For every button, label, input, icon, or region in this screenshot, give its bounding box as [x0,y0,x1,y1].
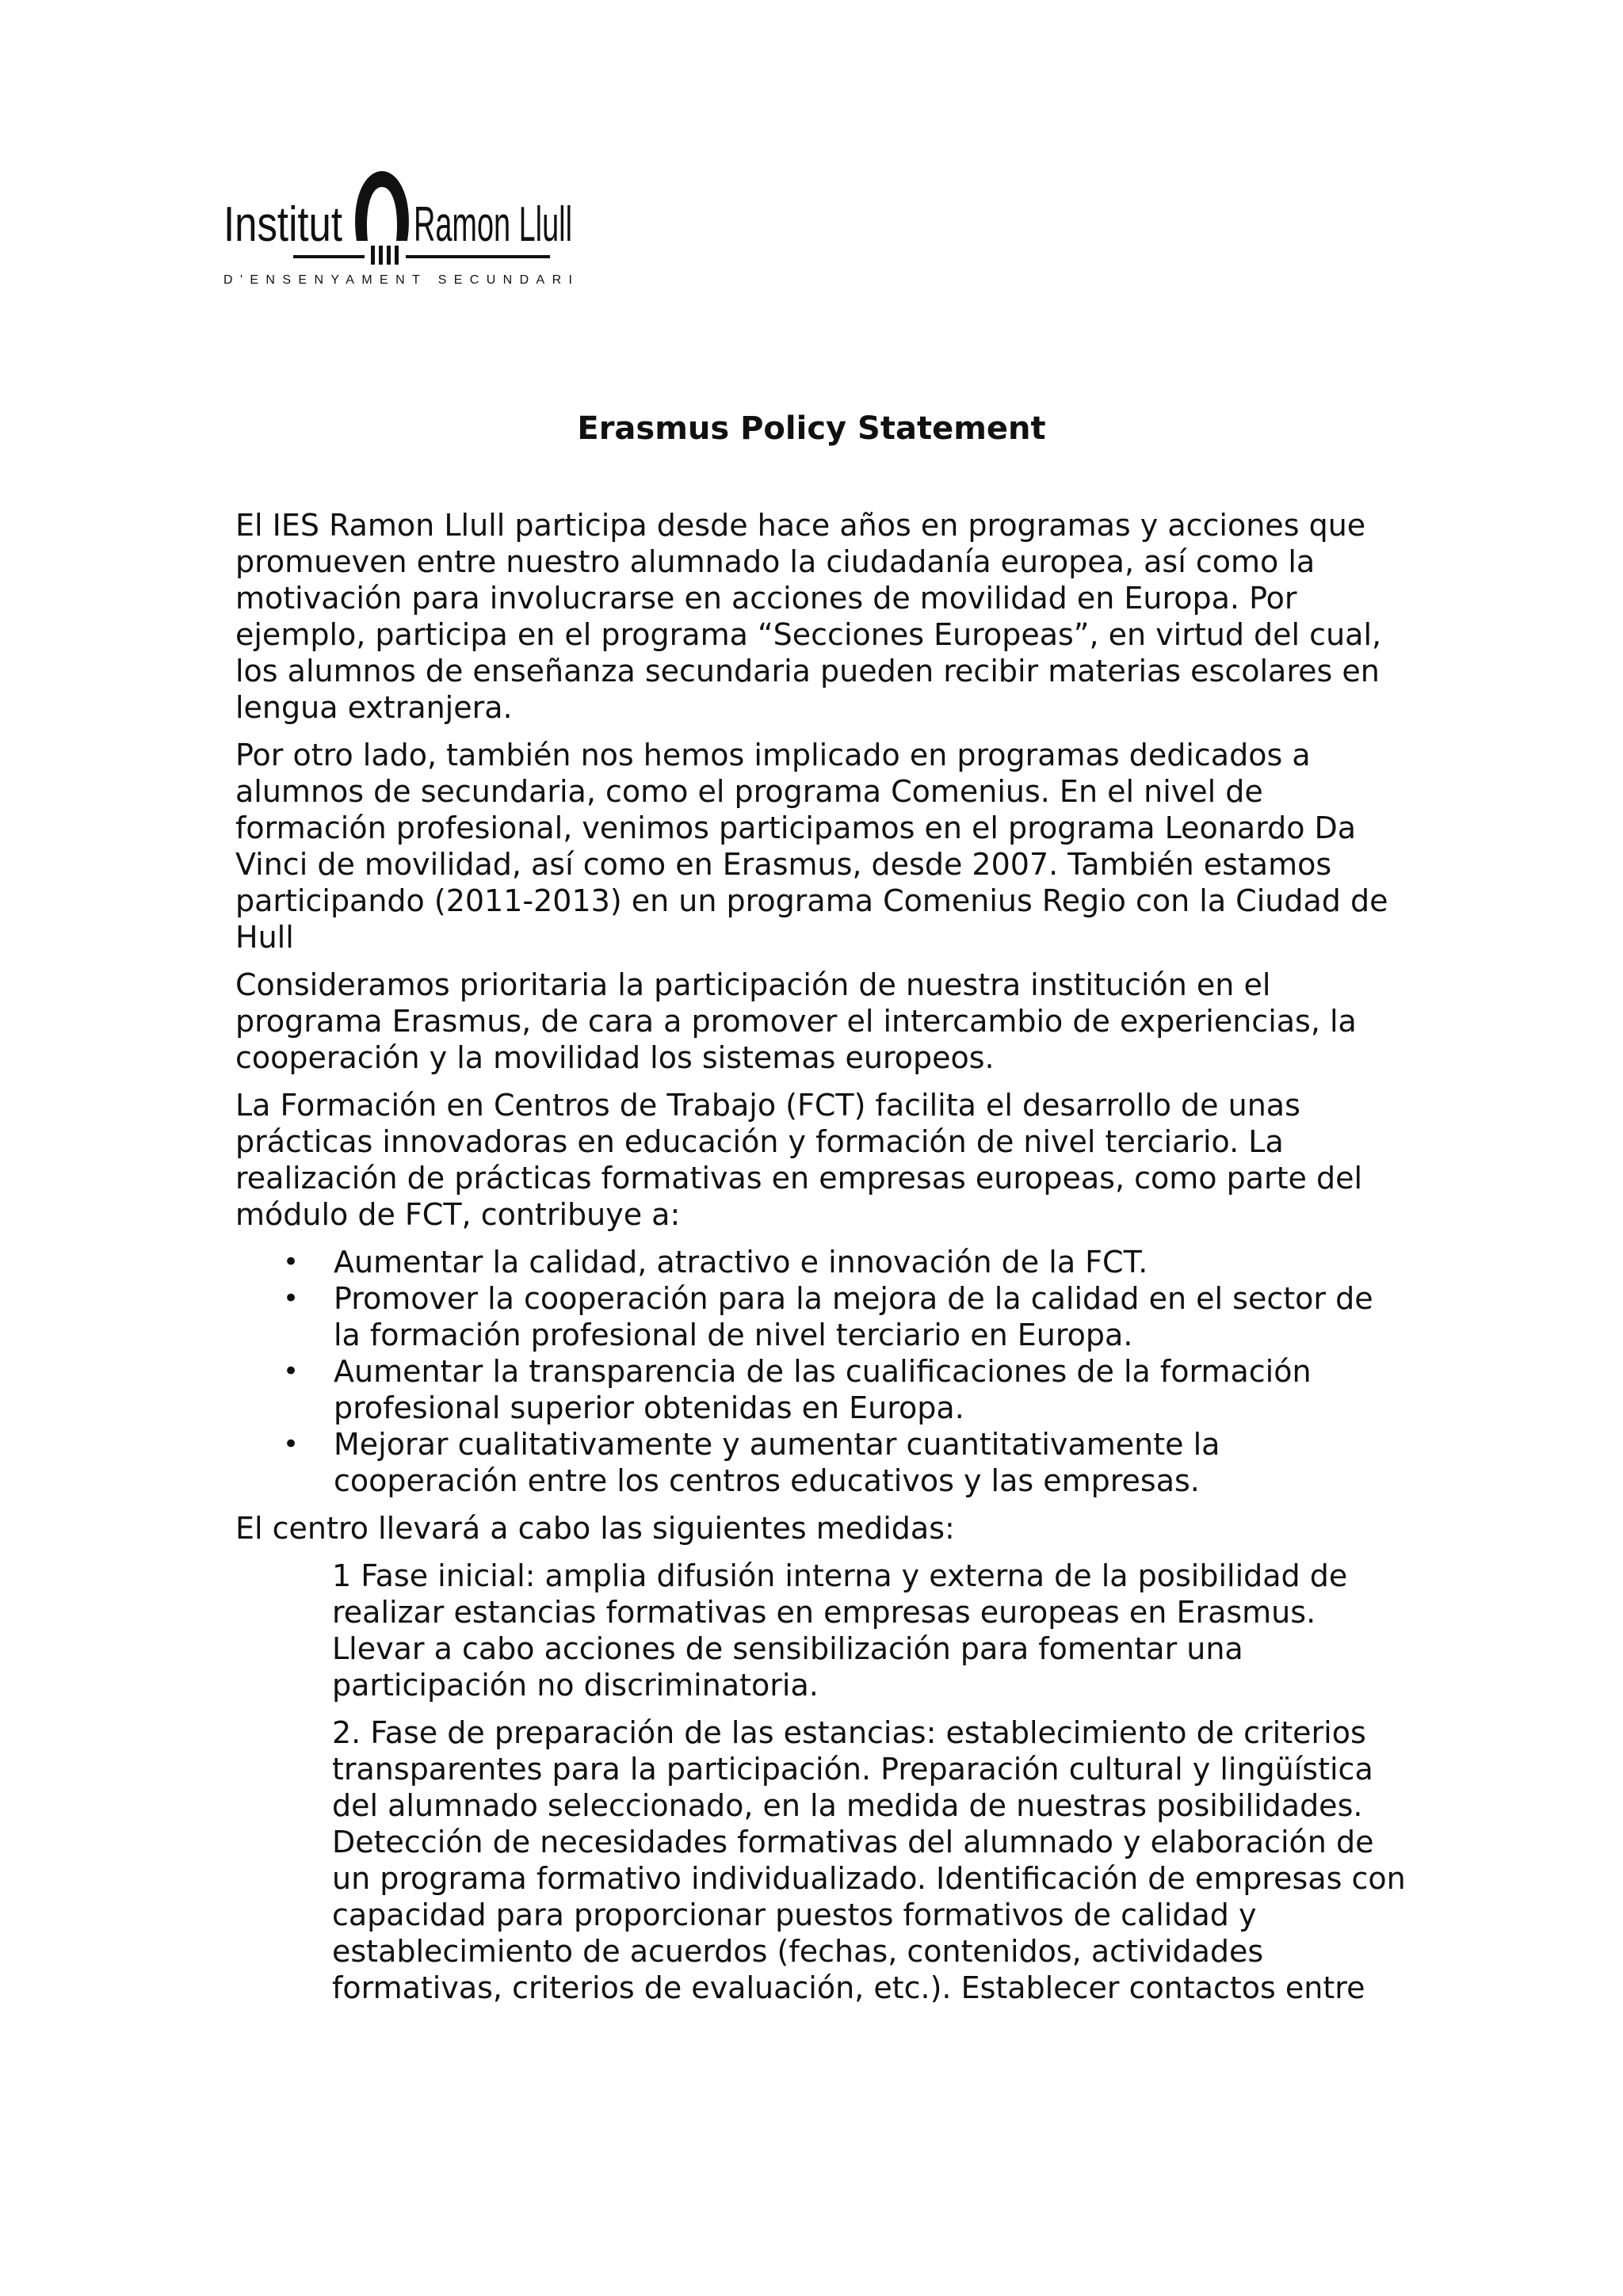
document-title: Erasmus Policy Statement [577,410,1046,447]
contributions-list [235,1244,1408,1499]
logo-name-right: Ramon Llull [414,197,572,252]
measures-intro: El centro llevará a cabo las siguientes medidas: [235,1511,955,1546]
logo-subtitle: D'ENSENYAMENT SECUNDARI [223,273,572,287]
measure-preparation-phase: 2. Fase de preparación de las estancias: establecimiento de criterios transparentes para la participación. Preparación cultural y lingüística del alumnado seleccionado, en la medida de nuestras posibilidades. Detección de necesidades formativas del alumnado y elaboración de un programa formativo individualizado. Identificación de empresas con capacidad para proporcionar puestos formativos de calidad y establecimiento de acuerdos (fechas, contenidos, actividades formativas, criterios de evaluación, etc.). Establecer contactos entre [332,1715,1406,2005]
paragraph-programs: Por otro lado, también nos hemos implicado en programas dedicados a alumnos de secundaria, como el programa Comenius. En el nivel de formación profesional, venimos participamos en el programa Leonardo Da Vinci de movilidad, así como en Erasmus, desde 2007. También estamos participando (2011-2013) en un programa Comenius Regio con la Ciudad de Hull [235,738,1388,955]
measure-initial-phase: 1 Fase inicial: amplia difusión interna y externa de la posibilidad de realizar estancias formativas en empresas europeas en Erasmus. Llevar a cabo acciones de sensibilización para fomentar una participación no discriminatoria. [332,1558,1348,1703]
paragraph-priority: Consideramos prioritaria la participación de nuestra institución en el programa Erasmus, de cara a promover el intercambio de experiencias, la cooperación y la movilidad los sistemas europeos. [235,967,1357,1075]
bullet-icon: • [283,1428,300,1460]
paragraph-fct: La Formación en Centros de Trabajo (FCT) facilita el desarrollo de unas prácticas innovadoras en educación y formación de nivel terciario. La realización de prácticas formativas en empresas europeas, como parte del módulo de FCT, contribuye a: [235,1088,1363,1232]
bullet-icon: • [283,1356,300,1387]
bullet-icon: • [283,1246,300,1278]
list-item: • Aumentar la transparencia de las cualificaciones de la formación profesional superior obtenidas en Europa. [283,1354,1312,1425]
list-item: • Aumentar la calidad, atractivo e innovación de la FCT. [283,1245,1148,1280]
list-item: • Mejorar cualitativamente y aumentar cuantitativamente la cooperación entre los centros educativos y las empresas. [283,1427,1220,1498]
paragraph-intro: El IES Ramon Llull participa desde hace años en programas y acciones que promueven entre nuestro alumnado la ciudadanía europea, así como la motivación para involucrarse en acciones de movilidad en Europa. Por ejemplo, participa en el programa “Secciones Europeas”, en virtud del cual, los alumnos de enseñanza secundaria pueden recibir materias escolares en lengua extranjera. [235,508,1382,725]
bullet-icon: • [283,1283,300,1314]
list-item: • Promover la cooperación para la mejora de la calidad en el sector de la formación profesional de nivel terciario en Europa. [283,1281,1373,1352]
document-body [235,507,1408,2017]
logo-emblem-icon [355,171,409,241]
institute-logo [223,168,572,287]
logo-name-left: Institut [223,197,342,252]
